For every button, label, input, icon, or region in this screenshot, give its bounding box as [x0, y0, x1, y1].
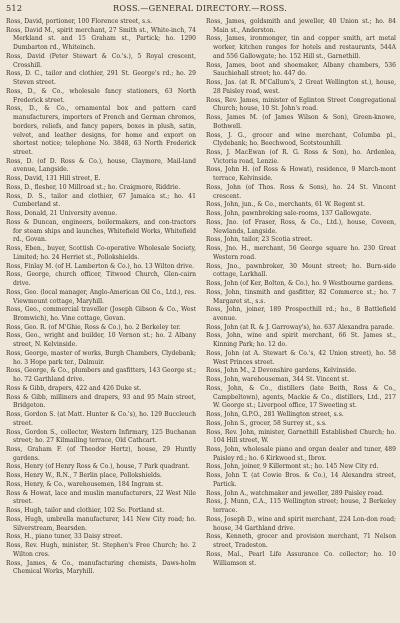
- page-number: 512: [6, 3, 23, 13]
- directory-entry: Ross, David, portioner, 100 Florence street, s.s.: [6, 18, 153, 25]
- directory-entry: Ross & Gibb, drapers, 422 and 426 Duke st.: [6, 384, 142, 392]
- directory-entry: Ross, James, ironmonger, tin and copper smith, art metal worker, kitchen ranges for hotels and restaurants, 544A and 556 Gallowgate; ho. 152 Hill st., Garnethill.: [206, 35, 396, 60]
- directory-entry: Ross, Geo. R. (of M'Ghie, Ross & Co.), ho. 2 Berkeley ter.: [6, 323, 181, 331]
- directory-entry: Ross, Henry (of Henry Ross & Co.), house, 7 Park quadrant.: [6, 463, 190, 471]
- directory-entry: Ross, Gordon S., collector, Western Infirmary, 125 Buchanan street; ho. 27 Kilmailing terrace, Old Cathcart.: [6, 428, 196, 445]
- directory-entry: Ross, John, tailor, 23 Scotia street.: [206, 236, 313, 244]
- running-title: ROSS.—GENERAL DIRECTORY.—ROSS.: [113, 3, 287, 13]
- directory-entry: Ross, H., piano tuner, 33 Daisy street.: [6, 533, 123, 541]
- right-column: [206, 18, 396, 618]
- directory-entry: Ross, Donald, 21 University avenue.: [6, 210, 118, 218]
- directory-entry: Ross, Rev. Hugh, minister, St. Stephen's Free Church; ho. 2 Wilton cres.: [6, 542, 196, 558]
- directory-entry: Ross, Rev. John, minister, Garnethill Established Church; ho. 104 Hill street, W.: [206, 428, 396, 445]
- directory-entry: Ross, George, & Co., plumbers and gasfitters, 143 George st.; ho. 72 Garthland drive.: [6, 367, 196, 384]
- directory-entry: Ross, John, pawnbroking sale-rooms, 137 Gallowgate.: [206, 210, 372, 218]
- directory-entry: Ross, Geo. (local manager, Anglo-American Oil Co., Ltd.), res. Viewmount cottage, Maryhill.: [6, 288, 196, 305]
- directory-entry: Ross, D. C., tailor and clothier, 291 St. George's rd.; ho. 29 Steven street.: [6, 70, 196, 87]
- directory-entry: Ross, John, joiner, 189 Prospecthill rd.; ho., 8 Battlefield avenue.: [206, 306, 396, 322]
- directory-entry: Ross, D., & Co., ornamental box and pattern card manufacturers, importers of French and German chromos, borders, reliefs, and fancy papers, boxes in plush, satin, velvet, and leather designs, for home and export on shortest notice; telephone No. 3848, 63 North Frederick street.: [6, 105, 196, 157]
- directory-entry: Ross, J. G., grocer and wine merchant, Columba pl., Clydebank; ho. Beechwood, Scotstounhill.: [206, 131, 396, 148]
- directory-entry: Ross, John S., grocer, 58 Surrey st., s.s.: [206, 419, 327, 427]
- directory-entry: Ross, John (at A. Stewart & Co.'s, 42 Union street), ho. 58 West Princes street.: [206, 349, 396, 366]
- directory-entry: Ross, John T. (at Cowie Bros. & Co.), 14 Alexandra street, Partick.: [206, 472, 396, 488]
- directory-entry: Ross & Gibb, milliners and drapers, 93 and 95 Main street, Bridgeton.: [6, 393, 196, 410]
- page-header: [6, 3, 394, 16]
- directory-entry: Ross, Gordon S. (at Matt. Hunter & Co.'s), ho. 129 Buccleuch street.: [6, 411, 196, 427]
- directory-entry: Ross, J. Munn, C.A., 115 Wellington street; house, 2 Berkeley terrace.: [206, 498, 396, 515]
- directory-entry: Ross, Joseph D., wine and spirit merchant, 224 Lon-don road; house, 34 Garthland drive.: [206, 515, 396, 532]
- directory-entry: Ross, Mal., Pearl Life Assurance Co. collector; ho. 10 Williamson st.: [206, 550, 396, 567]
- left-column: [6, 18, 196, 618]
- directory-entry: Ross, John M., 2 Devonshire gardens, Kelvinside.: [206, 367, 357, 375]
- directory-entry: Ross, Kenneth, grocer and provision merchant, 71 Nelson street, Tradeston.: [206, 533, 396, 550]
- directory-entry: Ross, Jno. H., merchant, 56 George square ho. 230 Great Western road.: [206, 245, 396, 261]
- directory-entry: Ross & Duncan, engineers, boilermakers, and con-tractors for steam ships and launches, Whitefield Works, Whitefield rd., Govan.: [6, 218, 196, 244]
- directory-entry: Ross & Howat, lace and muslin manufacturers, 22 West Nile street.: [6, 489, 196, 506]
- directory-entry: Ross, David, 131 Hill street, E.: [6, 175, 101, 183]
- directory-entry: Ross, Geo., commercial traveller (Joseph Gibson & Co., West Bromwich), ho. Vine cottage, Govan.: [6, 306, 196, 322]
- directory-entry: Ross, David M., spirit merchant, 27 Smith st., White-inch, 74 Merkland st. and 15 Graham st., Partick; ho. 1290 Dumbarton rd., Whiteinch.: [6, 26, 196, 52]
- directory-entry: Ross, John A., watchmaker and jeweller, 289 Paisley road.: [206, 489, 384, 497]
- directory-entry: Ross, James, goldsmith and jeweller, 40 Union st.; ho. 84 Main st., Anderston.: [206, 18, 396, 34]
- directory-entry: Ross, Graham F. (of Theodor Hertz), house, 29 Huntly gardens.: [6, 445, 196, 462]
- directory-entry: Ross, D., & Co., wholesale fancy stationers, 63 North Frederick street.: [6, 87, 196, 104]
- directory-entry: Ross, John, joiner, 9 Killermont st.; ho. 145 New City rd.: [206, 463, 379, 471]
- directory-entry: Ross, James M. (of James Wilson & Son), Green-knowe, Bothwell.: [206, 114, 396, 130]
- directory-entry: Ross, John (of Thos. Ross & Sons), ho. 24 St. Vincent crescent.: [206, 183, 396, 200]
- directory-entry: Ross, J. MacEwan (of R. G. Ross & Son), ho. Ardenlea, Victoria road, Lenzie.: [206, 149, 396, 165]
- directory-entry: Ross, John, & Co., distillers (late Beith, Ross & Co., Campbeltown), agents, Mackie & Co., distillers, Ltd., 217 W. George st.; Liverpool office, 17 Sweeting st.: [206, 384, 396, 410]
- directory-entry: Ross, John, warehouseman, 344 St. Vincent st.: [206, 376, 350, 384]
- directory-entry: Ross, Geo., wright and builder, 10 Vernon st.; ho. 2 Albany street, N. Kelvinside.: [6, 332, 196, 349]
- directory-entry: Ross, George, master of works, Burgh Chambers, Clydebank; ho. 3 Hope park ter., Dalmuir.: [6, 349, 196, 366]
- directory-entry: Ross, D. S., tailor and clothier, 67 Jamaica st.; ho. 41 Cumberland st.: [6, 192, 196, 209]
- directory-entry: Ross, James, & Co., manufacturing chemists, Daws-holm Chemical Works, Maryhill.: [6, 559, 196, 576]
- directory-entry: Ross, John H. (of Ross & Howat), residence, 9 March-mont terrace, Kelvinside.: [206, 166, 396, 183]
- directory-entry: Ross, Jno. (of Fraser, Ross, & Co., Ltd.), house, Coveen, Newlands, Langside.: [206, 218, 396, 235]
- directory-entry: Ross, John (of Ker, Bolton, & Co.), ho. 9 Westbourne gardens.: [206, 280, 394, 288]
- directory-entry: Ross, John (at R. & J. Garroway's), ho. 637 Alexandra parade.: [206, 323, 395, 331]
- directory-entry: Ross, D. (of D. Ross & Co.), house, Claymore, Mail-land avenue, Langside.: [6, 157, 196, 174]
- directory-entry: Ross, Jas. (at R. M'Callum's, 2 Great Wellington st.), house, 28 Paisley road, west.: [206, 79, 396, 95]
- directory-entry: Ross, Henry W., R.N., 7 Berlin place, Pollokshields.: [6, 472, 162, 480]
- directory-entry: Ross, Finlay M. (of H. Lamberton & Co.), ho. 13 Wilton drive.: [6, 262, 194, 270]
- directory-entry: Ross, John, wholesale piano and organ dealer and tuner, 489 Paisley rd.; ho. 6 Kirkwood st., Ibrox.: [206, 445, 396, 462]
- directory-entry: Ross, Hugh, tailor and clothier, 102 So. Portland st.: [6, 507, 164, 515]
- directory-entry: Ross, John, tinsmith and gasfitter, 82 Commerce st.; ho. 7 Margaret st., s.s.: [206, 288, 396, 305]
- directory-entry: Ross, James, boot and shoemaker, Albany chambers, 536 Sauchiehall street; ho. 447 do.: [206, 61, 396, 78]
- directory-entry: Ross, Henry, & Co., warehousemen, 184 Ingram st.: [6, 480, 164, 488]
- directory-entry: Ross, John, G.P.O., 281 Wellington street, s.s.: [206, 411, 344, 419]
- directory-entry: Ross, Jno., pawnbroker, 30 Mount street; ho. Burn-side cottage, Larkhall.: [206, 262, 396, 279]
- directory-entry: Ross, John, jun., & Co., merchants, 61 W. Regent st.: [206, 201, 365, 209]
- directory-entry: Ross, David (Peter Stewart & Co.'s.), 5 Royal crescent, Crosshill.: [6, 52, 196, 69]
- directory-entry: Ross, Hugh, umbrella manufacturer, 141 New City road; ho. Silverstream, Bearsden.: [6, 515, 196, 532]
- directory-entry: Ross, D., flesher, 10 Millroad st.; ho. Craigmore, Riddrie.: [6, 183, 181, 191]
- directory-entry: Ross, Rev. James, minister of Eglinton Street Congregational Church; house, 10 St. John's road.: [206, 96, 396, 113]
- directory-entry: Ross, George, church officer, Titwood Church, Glen-cairn drive.: [6, 271, 196, 288]
- directory-entry: Ross, Eben., buyer, Scottish Co-operative Wholesale Society, Limited; ho. 24 Herriet st., Pollokshields.: [6, 245, 196, 261]
- directory-entry: Ross, John, wine and spirit merchant, 66 St. James st., Kinning Park; ho. 12 do.: [206, 332, 396, 349]
